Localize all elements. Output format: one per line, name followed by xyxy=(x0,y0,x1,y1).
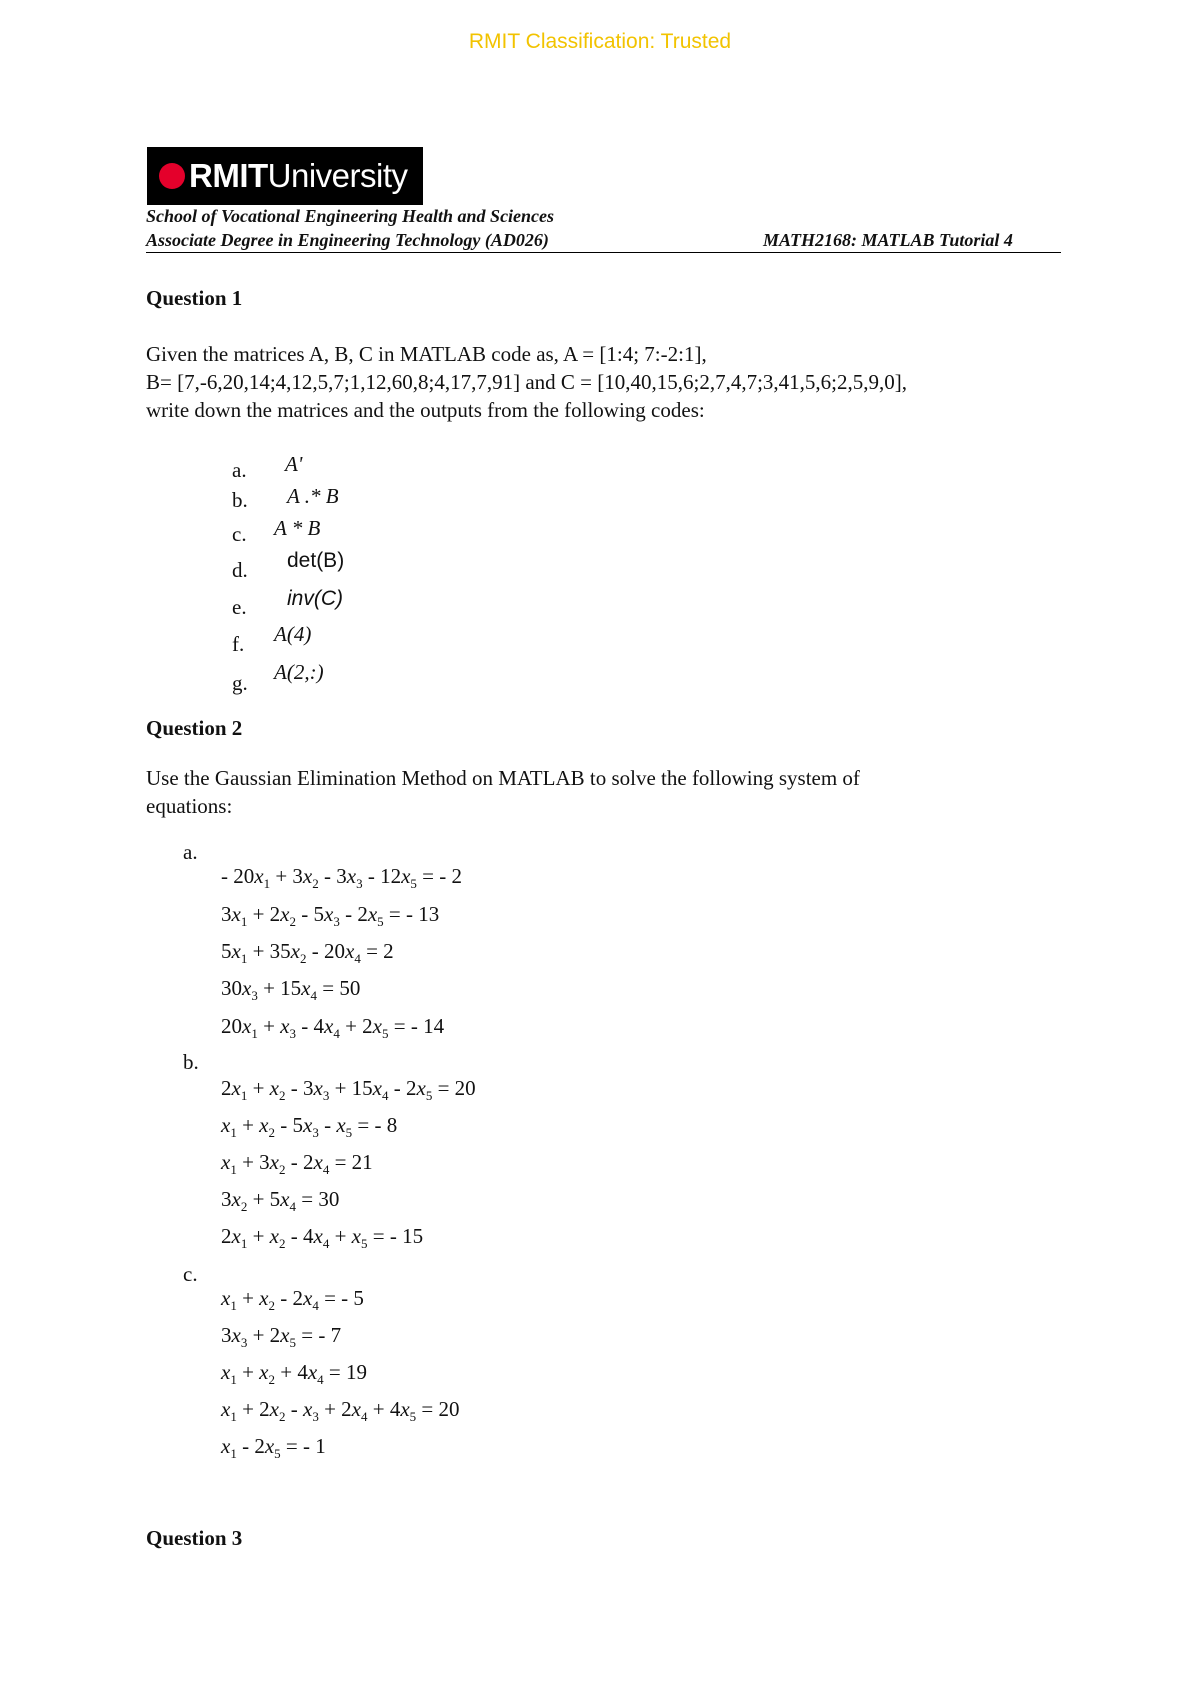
logo-red-dot-icon xyxy=(159,163,185,189)
equation: $x_1 - 2x_5$ = - 1 xyxy=(221,1434,326,1462)
q2-part-label: a. xyxy=(183,840,198,864)
q1-item-expr: A .* B xyxy=(287,484,339,508)
classification-label: RMIT Classification: Trusted xyxy=(468,30,732,53)
q1-item-label: f. xyxy=(232,632,245,656)
equation: $5x_1 + 35x_2 - 20x_4 = 2$ xyxy=(221,939,394,967)
equation: $3x_2 + 5x_4 = 30$ xyxy=(221,1187,340,1215)
q1-item-expr: inv(C) xyxy=(287,587,343,610)
equation: $2x_1 + x_2 - 3x_3 + 15x_4 - 2x_5 = 20$ xyxy=(221,1076,476,1104)
q1-item-label: d. xyxy=(232,558,248,582)
equation: $20x_1 + x_3 - 4x_4 + 2x_5$ = - 14 xyxy=(221,1014,445,1042)
q1-item-label: g. xyxy=(232,671,248,695)
equation: $x_1 + 2x_2 - x_3 + 2x_4 + 4x_5 = 20$ xyxy=(221,1397,460,1425)
q1-item-label: a. xyxy=(232,458,247,482)
q1-item-expr: A(2,:) xyxy=(274,660,324,684)
q1-item-expr: A(4) xyxy=(274,622,312,646)
logo-text-light: University xyxy=(267,157,408,194)
equation: $30x_3 + 15x_4 = 50$ xyxy=(221,976,361,1004)
q1-item-label: c. xyxy=(232,522,247,546)
rmit-logo xyxy=(147,147,423,205)
q1-item-label: b. xyxy=(232,488,248,512)
degree-name: Associate Degree in Engineering Technology (AD026) xyxy=(146,230,549,250)
logo-text-bold: RMIT xyxy=(189,157,268,194)
equation: $x_1 + x_2 - 2x_4$ = - 5 xyxy=(221,1286,364,1314)
q1-line-2: B= [7,-6,20,14;4,12,5,7;1,12,60,8;4,17,7,91] and C = [10,40,15,6;2,7,4,7;3,41,5,6;2,5,9,0], xyxy=(146,370,907,394)
question-3-title: Question 3 xyxy=(146,1526,243,1550)
q2-line-2: equations: xyxy=(146,794,233,818)
question-2-title: Question 2 xyxy=(146,716,243,740)
q1-item-expr: A * B xyxy=(274,516,321,540)
header-rule xyxy=(146,252,1061,253)
q1-item-expr: det(B) xyxy=(287,549,345,572)
equation: $x_1 + x_2 + 4x_4 = 19$ xyxy=(221,1360,368,1388)
q1-item-label: e. xyxy=(232,595,247,619)
question-1-title: Question 1 xyxy=(146,286,243,310)
equation: $3x_1 + 2x_2 - 5x_3 - 2x_5$ = - 13 xyxy=(221,902,440,930)
q2-part-label: c. xyxy=(183,1262,198,1286)
equation: $2x_1 + x_2 - 4x_4 + x_5$ = - 15 xyxy=(221,1224,424,1252)
equation: - $20x_1 + 3x_2 - 3x_3 - 12x_5$ = - 2 xyxy=(221,864,462,892)
q1-line-1: Given the matrices A, B, C in MATLAB code as, A = [1:4; 7:-2:1], xyxy=(146,342,707,366)
course-title: MATH2168: MATLAB Tutorial 4 xyxy=(763,230,1013,250)
school-name: School of Vocational Engineering Health and Sciences xyxy=(146,206,555,226)
equation: $3x_3 + 2x_5$ = - 7 xyxy=(221,1323,342,1351)
q2-line-1: Use the Gaussian Elimination Method on MATLAB to solve the following system of xyxy=(146,766,860,790)
q2-part-label: b. xyxy=(183,1050,199,1074)
q1-item-expr: A' xyxy=(285,452,303,476)
q1-line-3: write down the matrices and the outputs from the following codes: xyxy=(146,398,705,422)
equation: $x_1 + 3x_2 - 2x_4 = 21$ xyxy=(221,1150,373,1178)
equation: $x_1 + x_2 - 5x_3 - x_5$ = - 8 xyxy=(221,1113,398,1141)
